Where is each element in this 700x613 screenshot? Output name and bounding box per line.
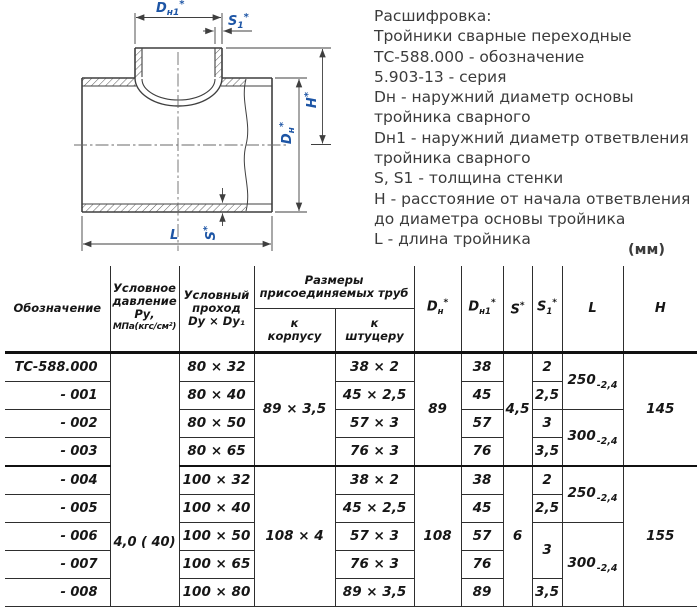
legend-line: тройника сварного	[374, 149, 531, 168]
cell-designation-5: - 005	[5, 494, 110, 522]
legend-line: Тройники сварные переходные	[374, 27, 632, 46]
header-s1: $S_1^*$	[532, 266, 562, 352]
legend-line: L - длина тройника	[374, 230, 531, 249]
legend-line: Dн - наружний диаметр основы	[374, 88, 634, 107]
cell-s1-3: 3,5	[532, 437, 562, 466]
cell-bore-1: 80 × 40	[179, 381, 254, 409]
cell-dn-0: 89	[414, 352, 461, 466]
header-bore: Условный проход Dу × Dу₁	[179, 266, 254, 352]
cell-dn1-8: 89	[461, 578, 503, 606]
cell-s1-6: 3	[532, 522, 562, 578]
table-row	[5, 409, 697, 437]
cell-to-branch-8: 89 × 3,5	[335, 578, 414, 606]
dim-h	[226, 48, 331, 145]
cell-L-3: $300_{-2,4}$	[562, 522, 623, 606]
cell-to-branch-0: 38 × 2	[335, 352, 414, 381]
legend-line: Dн1 - наружний диаметр ответвления	[374, 128, 689, 147]
tee-technical-drawing	[0, 0, 372, 262]
cell-s-0: 4,5	[503, 352, 532, 466]
cell-bore-4: 100 × 32	[179, 466, 254, 495]
cell-bore-6: 100 × 50	[179, 522, 254, 550]
table-row	[5, 466, 697, 495]
header-dn: $D_н^*$	[414, 266, 461, 352]
cell-to-branch-2: 57 × 3	[335, 409, 414, 437]
label-l: L	[170, 228, 179, 243]
legend-line: до диаметра основы тройника	[374, 209, 626, 228]
cell-s1-7: 3,5	[532, 578, 562, 606]
label-s: S*	[202, 225, 219, 241]
cell-bore-3: 80 × 65	[179, 437, 254, 466]
cell-designation-8: - 008	[5, 578, 110, 606]
cell-s1-2: 3	[532, 409, 562, 437]
table-row	[5, 522, 697, 550]
cell-dn-1: 108	[414, 466, 461, 607]
label-s1: $S_1^*$	[228, 12, 249, 31]
legend	[374, 6, 698, 250]
cell-to-branch-6: 57 × 3	[335, 522, 414, 550]
cell-s1-1: 2,5	[532, 381, 562, 409]
cell-dn1-3: 76	[461, 437, 503, 466]
legend-line: 5.903-13 - серия	[374, 67, 507, 86]
cell-dn1-4: 38	[461, 466, 503, 495]
header-s: S*	[503, 266, 532, 352]
legend-line: S, S1 - толщина стенки	[374, 169, 564, 188]
cell-dn1-0: 38	[461, 352, 503, 381]
header-height: H	[623, 266, 697, 352]
cell-to-body-0: 89 × 3,5	[254, 352, 335, 466]
spec-table	[5, 266, 697, 607]
cell-designation-0: ТС-588.000	[5, 352, 110, 381]
cell-to-branch-7: 76 × 3	[335, 550, 414, 578]
cell-designation-7: - 007	[5, 550, 110, 578]
cell-to-branch-1: 45 × 2,5	[335, 381, 414, 409]
cell-H-0: 145	[623, 352, 697, 466]
header-to-branch: к штуцеру	[335, 308, 414, 352]
label-dn: $D_н^*$	[278, 121, 297, 145]
cell-bore-8: 100 × 80	[179, 578, 254, 606]
cell-bore-2: 80 × 50	[179, 409, 254, 437]
cell-L-0: $250_{-2,4}$	[562, 352, 623, 409]
header-pressure: Условное давление Ру, МПа(кгс/см²)	[110, 266, 179, 352]
dim-s1	[215, 27, 222, 44]
label-h: H*	[303, 91, 320, 109]
cell-dn1-7: 76	[461, 550, 503, 578]
cell-designation-1: - 001	[5, 381, 110, 409]
cell-pressure: 4,0 ( 40)	[110, 352, 179, 606]
cell-L-2: $250_{-2,4}$	[562, 466, 623, 523]
cell-dn1-2: 57	[461, 409, 503, 437]
cell-to-branch-5: 45 × 2,5	[335, 494, 414, 522]
header-dn1: $D_{н1}^*$	[461, 266, 503, 352]
cell-designation-3: - 003	[5, 437, 110, 466]
cell-dn1-1: 45	[461, 381, 503, 409]
header-to-body: к корпусу	[254, 308, 335, 352]
header-designation: Обозначение	[5, 266, 110, 352]
tee-outline	[82, 48, 272, 212]
legend-line: тройника сварного	[374, 108, 531, 127]
label-dn1: $D_{н1}^*$	[156, 0, 185, 18]
cell-L-1: $300_{-2,4}$	[562, 409, 623, 466]
cell-dn1-6: 57	[461, 522, 503, 550]
cell-dn1-5: 45	[461, 494, 503, 522]
cell-to-body-1: 108 × 4	[254, 466, 335, 607]
cell-designation-2: - 002	[5, 409, 110, 437]
cell-bore-5: 100 × 40	[179, 494, 254, 522]
legend-title: Расшифровка:	[374, 7, 492, 25]
cell-to-branch-3: 76 × 3	[335, 437, 414, 466]
cell-s1-0: 2	[532, 352, 562, 381]
cell-s1-4: 2	[532, 466, 562, 495]
cell-to-branch-4: 38 × 2	[335, 466, 414, 495]
cell-bore-7: 100 × 65	[179, 550, 254, 578]
cell-designation-6: - 006	[5, 522, 110, 550]
legend-line: H - расстояние от начала ответвления	[374, 189, 691, 208]
cell-s1-5: 2,5	[532, 494, 562, 522]
cell-designation-4: - 004	[5, 466, 110, 495]
cell-H-1: 155	[623, 466, 697, 607]
cell-bore-0: 80 × 32	[179, 352, 254, 381]
header-pipe-sizes: Размеры присоединяемых труб	[254, 266, 414, 308]
units-label: (мм)	[628, 242, 665, 258]
table-row	[5, 352, 697, 381]
legend-line: ТС-588.000 - обозначение	[374, 47, 585, 66]
header-length: L	[562, 266, 623, 352]
cell-s-1: 6	[503, 466, 532, 607]
